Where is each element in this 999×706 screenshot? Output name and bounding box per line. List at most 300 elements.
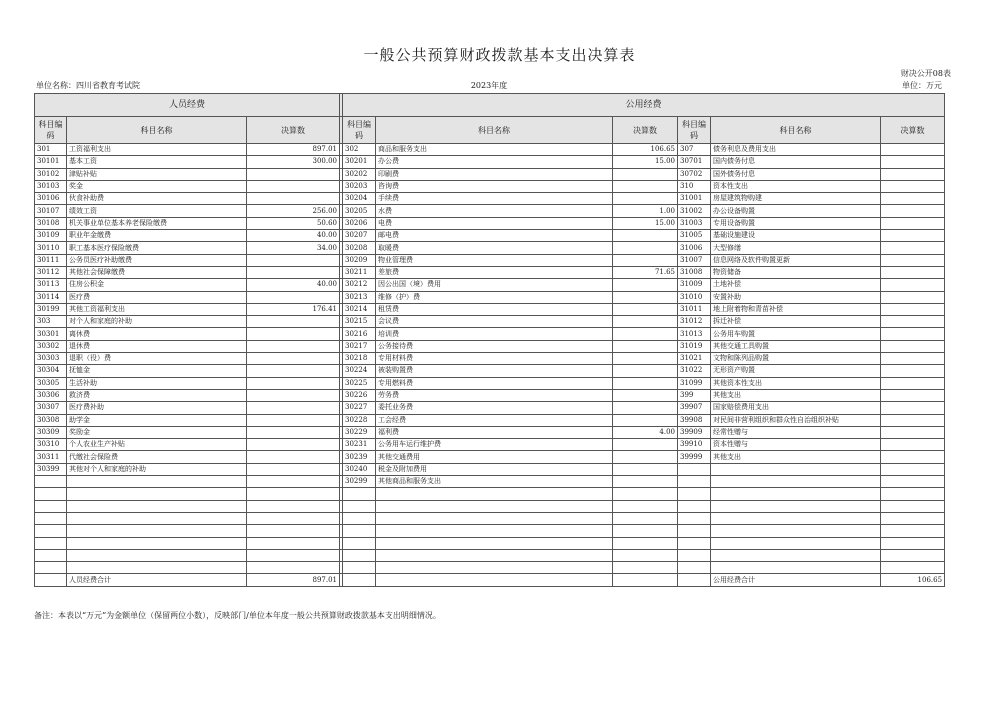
right-name-cell: 其他支出 (711, 451, 881, 463)
left-name-cell: 基本工资 (67, 156, 247, 168)
table-row (35, 328, 945, 340)
middle-name-cell: 委托业务费 (376, 402, 613, 414)
middle-name-cell: 商品和服务支出 (376, 144, 613, 156)
right-amount-cell (881, 230, 945, 242)
middle-name-cell: 被装购置费 (376, 365, 613, 377)
right-name-cell (711, 537, 881, 549)
middle-name-cell: 工会经费 (376, 414, 613, 426)
middle-code-cell: 30211 (343, 266, 376, 278)
right-code-cell: 31011 (678, 303, 711, 315)
middle-amount-cell: 1.00 (613, 205, 678, 217)
right-code-cell (678, 562, 711, 574)
left-name-cell: 工资福利支出 (67, 144, 247, 156)
left-name-cell (67, 549, 247, 561)
left-amount-cell: 40.00 (247, 279, 340, 291)
left-code-cell: 303 (35, 316, 67, 328)
right-code-cell (678, 500, 711, 512)
middle-code-cell (343, 562, 376, 574)
right-code-cell: 39909 (678, 426, 711, 438)
left-name-cell: 绩效工资 (67, 205, 247, 217)
left-name-cell: 职业年金缴费 (67, 230, 247, 242)
right-code-cell: 31021 (678, 353, 711, 365)
middle-code-cell: 30206 (343, 217, 376, 229)
table-row (35, 549, 945, 561)
right-name-cell: 专用设备购置 (711, 217, 881, 229)
meta-row (36, 80, 942, 92)
right-code-cell: 31006 (678, 242, 711, 254)
middle-name-cell (376, 549, 613, 561)
right-amount-cell (881, 389, 945, 401)
total-code-cell (35, 574, 67, 586)
right-amount-cell (881, 266, 945, 278)
left-name-cell: 其他社会保障缴费 (67, 266, 247, 278)
left-name-cell (67, 562, 247, 574)
middle-code-cell: 30224 (343, 365, 376, 377)
left-amount-cell (247, 562, 340, 574)
table-row (35, 439, 945, 451)
left-name-cell: 个人农业生产补贴 (67, 439, 247, 451)
total-personnel-value: 897.01 (247, 574, 340, 586)
right-code-cell: 31022 (678, 365, 711, 377)
left-code-cell: 30107 (35, 205, 67, 217)
left-code-cell: 30111 (35, 254, 67, 266)
right-name-cell: 对民间非营利组织和群众性自治组织补贴 (711, 414, 881, 426)
middle-amount-cell (613, 451, 678, 463)
middle-code-cell: 30227 (343, 402, 376, 414)
right-amount-cell (881, 402, 945, 414)
left-name-cell (67, 537, 247, 549)
left-amount-cell (247, 389, 340, 401)
right-amount-cell (881, 562, 945, 574)
middle-amount-cell (613, 291, 678, 303)
total-code-cell (343, 574, 376, 586)
right-code-cell: 31010 (678, 291, 711, 303)
left-amount-cell (247, 168, 340, 180)
middle-name-cell: 租赁费 (376, 303, 613, 315)
right-name-cell: 国外债务付息 (711, 168, 881, 180)
left-code-cell: 30306 (35, 389, 67, 401)
right-name-cell (711, 463, 881, 475)
right-amount-cell (881, 279, 945, 291)
right-name-cell: 资本性支出 (711, 180, 881, 192)
right-name-cell: 经常性赠与 (711, 426, 881, 438)
middle-name-cell: 水费 (376, 205, 613, 217)
middle-amount-cell (613, 562, 678, 574)
table-row (35, 266, 945, 278)
right-name-cell: 资本性赠与 (711, 439, 881, 451)
left-amount-cell: 50.60 (247, 217, 340, 229)
right-code-cell: 31008 (678, 266, 711, 278)
left-code-cell (35, 525, 67, 537)
middle-amount-cell: 15.00 (613, 156, 678, 168)
right-code-cell: 31007 (678, 254, 711, 266)
right-code-cell: 39910 (678, 439, 711, 451)
right-code-cell: 39999 (678, 451, 711, 463)
left-name-cell: 医疗费补助 (67, 402, 247, 414)
middle-amount-cell (613, 303, 678, 315)
table-row (35, 340, 945, 352)
left-name-cell (67, 488, 247, 500)
left-code-cell: 30309 (35, 426, 67, 438)
middle-name-cell: 差旅费 (376, 266, 613, 278)
table-row (35, 365, 945, 377)
middle-amount-cell: 4.00 (613, 426, 678, 438)
middle-name-cell (376, 500, 613, 512)
middle-code-cell: 30207 (343, 230, 376, 242)
middle-amount-cell (613, 512, 678, 524)
right-name-cell (711, 549, 881, 561)
middle-name-cell (376, 562, 613, 574)
left-name-cell: 奖励金 (67, 426, 247, 438)
right-name-cell: 文物和陈列品购置 (711, 353, 881, 365)
table-row (35, 193, 945, 205)
right-amount-cell (881, 451, 945, 463)
right-amount-cell (881, 205, 945, 217)
middle-name-cell: 咨询费 (376, 180, 613, 192)
left-code-cell: 30113 (35, 279, 67, 291)
right-name-cell: 地上附着物和青苗补偿 (711, 303, 881, 315)
table-row (35, 230, 945, 242)
total-personnel-label: 人员经费合计 (67, 574, 247, 586)
middle-amount-cell (613, 328, 678, 340)
middle-name-cell: 税金及附加费用 (376, 463, 613, 475)
section-public: 公用经费 (343, 94, 945, 117)
left-amount-cell (247, 549, 340, 561)
middle-code-cell: 30212 (343, 279, 376, 291)
middle-code-cell: 30240 (343, 463, 376, 475)
right-name-cell (711, 488, 881, 500)
right-name-cell: 国内债务付息 (711, 156, 881, 168)
right-amount-cell (881, 463, 945, 475)
left-amount-cell: 897.01 (247, 144, 340, 156)
left-name-cell (67, 512, 247, 524)
right-code-cell (678, 488, 711, 500)
header-code: 科目编码 (35, 117, 67, 144)
total-code-cell (678, 574, 711, 586)
left-name-cell (67, 476, 247, 488)
right-code-cell (678, 476, 711, 488)
left-code-cell: 30307 (35, 402, 67, 414)
left-code-cell: 30301 (35, 328, 67, 340)
left-code-cell (35, 476, 67, 488)
middle-name-cell: 劳务费 (376, 389, 613, 401)
middle-name-cell: 其他交通费用 (376, 451, 613, 463)
middle-amount-cell (613, 439, 678, 451)
middle-code-cell: 30215 (343, 316, 376, 328)
right-amount-cell (881, 512, 945, 524)
header-code: 科目编码 (678, 117, 711, 144)
left-code-cell (35, 500, 67, 512)
left-amount-cell (247, 340, 340, 352)
left-name-cell: 救济费 (67, 389, 247, 401)
right-amount-cell (881, 168, 945, 180)
table-row (35, 254, 945, 266)
middle-code-cell: 30228 (343, 414, 376, 426)
left-name-cell: 机关事业单位基本养老保险缴费 (67, 217, 247, 229)
right-code-cell: 31002 (678, 205, 711, 217)
middle-code-cell (343, 488, 376, 500)
left-amount-cell (247, 291, 340, 303)
left-code-cell: 30199 (35, 303, 67, 315)
table-row (35, 525, 945, 537)
right-amount-cell (881, 365, 945, 377)
middle-amount-cell (613, 549, 678, 561)
left-amount-cell (247, 476, 340, 488)
middle-name-cell: 印刷费 (376, 168, 613, 180)
left-code-cell: 30103 (35, 180, 67, 192)
left-amount-cell (247, 426, 340, 438)
middle-code-cell: 30225 (343, 377, 376, 389)
right-code-cell: 31009 (678, 279, 711, 291)
table-row (35, 389, 945, 401)
middle-name-cell: 手续费 (376, 193, 613, 205)
table-row (35, 426, 945, 438)
middle-code-cell: 30231 (343, 439, 376, 451)
right-name-cell: 物资储备 (711, 266, 881, 278)
middle-amount-cell (613, 242, 678, 254)
right-code-cell: 31012 (678, 316, 711, 328)
right-code-cell: 31019 (678, 340, 711, 352)
middle-name-cell: 办公费 (376, 156, 613, 168)
right-amount-cell (881, 525, 945, 537)
middle-amount-cell (613, 230, 678, 242)
left-name-cell: 住房公积金 (67, 279, 247, 291)
right-amount-cell (881, 476, 945, 488)
right-name-cell: 房屋建筑物购建 (711, 193, 881, 205)
middle-amount-cell (613, 279, 678, 291)
right-name-cell: 无形资产购置 (711, 365, 881, 377)
left-name-cell: 职工基本医疗保险缴费 (67, 242, 247, 254)
middle-amount-cell: 71.65 (613, 266, 678, 278)
middle-amount-cell (613, 180, 678, 192)
middle-amount-cell (613, 316, 678, 328)
right-code-cell: 307 (678, 144, 711, 156)
right-name-cell: 拆迁补偿 (711, 316, 881, 328)
right-amount-cell (881, 316, 945, 328)
form-number: 财决公开08表 (900, 69, 951, 78)
right-code-cell (678, 463, 711, 475)
right-amount-cell (881, 217, 945, 229)
left-amount-cell: 300.00 (247, 156, 340, 168)
right-code-cell: 30702 (678, 168, 711, 180)
middle-code-cell: 302 (343, 144, 376, 156)
left-amount-cell (247, 525, 340, 537)
middle-name-cell: 公务用车运行维护费 (376, 439, 613, 451)
middle-amount-cell: 106.65 (613, 144, 678, 156)
middle-code-cell (343, 525, 376, 537)
right-amount-cell (881, 144, 945, 156)
left-amount-cell (247, 500, 340, 512)
middle-amount-cell (613, 488, 678, 500)
table-row (35, 303, 945, 315)
left-name-cell: 对个人和家庭的补助 (67, 316, 247, 328)
table-row (35, 537, 945, 549)
table-row (35, 488, 945, 500)
middle-amount-cell (613, 463, 678, 475)
middle-code-cell: 30226 (343, 389, 376, 401)
right-name-cell: 其他资本性支出 (711, 377, 881, 389)
left-name-cell: 抚恤金 (67, 365, 247, 377)
table-row (35, 512, 945, 524)
right-amount-cell (881, 193, 945, 205)
left-name-cell: 离休费 (67, 328, 247, 340)
middle-code-cell: 30205 (343, 205, 376, 217)
left-code-cell (35, 549, 67, 561)
right-code-cell: 399 (678, 389, 711, 401)
total-empty-cell (613, 574, 678, 586)
amount-unit: 单位：万元 (902, 81, 942, 90)
header-name: 科目名称 (67, 117, 247, 144)
table-row (35, 242, 945, 254)
expenditure-table (34, 93, 945, 587)
section-personnel: 人员经费 (35, 94, 340, 117)
left-amount-cell (247, 266, 340, 278)
right-name-cell (711, 512, 881, 524)
left-code-cell (35, 537, 67, 549)
left-name-cell: 奖金 (67, 180, 247, 192)
right-amount-cell (881, 488, 945, 500)
right-name-cell (711, 500, 881, 512)
left-amount-cell (247, 193, 340, 205)
left-code-cell (35, 512, 67, 524)
left-name-cell: 退职（役）费 (67, 353, 247, 365)
right-code-cell (678, 537, 711, 549)
table-row (35, 451, 945, 463)
middle-code-cell (343, 537, 376, 549)
middle-name-cell (376, 512, 613, 524)
left-amount-cell: 256.00 (247, 205, 340, 217)
left-name-cell: 退休费 (67, 340, 247, 352)
right-name-cell: 安置补助 (711, 291, 881, 303)
left-name-cell: 医疗费 (67, 291, 247, 303)
middle-code-cell: 30209 (343, 254, 376, 266)
middle-name-cell: 培训费 (376, 328, 613, 340)
table-row (35, 414, 945, 426)
header-amount: 决算数 (613, 117, 678, 144)
right-code-cell: 30701 (678, 156, 711, 168)
table-row (35, 205, 945, 217)
right-code-cell: 31099 (678, 377, 711, 389)
left-amount-cell (247, 316, 340, 328)
page-title: 一般公共预算财政拨款基本支出决算表 (363, 46, 636, 64)
left-code-cell: 30399 (35, 463, 67, 475)
right-name-cell: 其他支出 (711, 389, 881, 401)
middle-amount-cell (613, 402, 678, 414)
left-amount-cell (247, 512, 340, 524)
left-code-cell: 30110 (35, 242, 67, 254)
unit-name: 单位名称：四川省教育考试院 (36, 81, 140, 90)
total-row (35, 574, 945, 586)
right-code-cell (678, 525, 711, 537)
middle-code-cell (343, 500, 376, 512)
right-name-cell: 公务用车购置 (711, 328, 881, 340)
right-amount-cell (881, 291, 945, 303)
middle-code-cell: 30299 (343, 476, 376, 488)
middle-code-cell: 30218 (343, 353, 376, 365)
table-row (35, 377, 945, 389)
total-public-value: 106.65 (881, 574, 945, 586)
table-row (35, 217, 945, 229)
table-row (35, 463, 945, 475)
table-row (35, 156, 945, 168)
middle-code-cell: 30204 (343, 193, 376, 205)
left-code-cell: 30109 (35, 230, 67, 242)
middle-name-cell: 福利费 (376, 426, 613, 438)
left-code-cell: 30304 (35, 365, 67, 377)
column-header-row (35, 117, 945, 144)
right-amount-cell (881, 156, 945, 168)
left-amount-cell (247, 463, 340, 475)
middle-code-cell (343, 512, 376, 524)
right-amount-cell (881, 328, 945, 340)
table-row (35, 562, 945, 574)
right-amount-cell (881, 537, 945, 549)
left-code-cell: 30101 (35, 156, 67, 168)
right-name-cell: 信息网络及软件购置更新 (711, 254, 881, 266)
middle-amount-cell (613, 476, 678, 488)
left-amount-cell (247, 365, 340, 377)
header-amount: 决算数 (247, 117, 340, 144)
header-name: 科目名称 (376, 117, 613, 144)
table-row (35, 180, 945, 192)
middle-amount-cell (613, 414, 678, 426)
left-code-cell: 30310 (35, 439, 67, 451)
right-code-cell: 310 (678, 180, 711, 192)
middle-name-cell: 专用材料费 (376, 353, 613, 365)
table-row (35, 402, 945, 414)
middle-amount-cell (613, 193, 678, 205)
left-amount-cell (247, 488, 340, 500)
left-name-cell: 代缴社会保险费 (67, 451, 247, 463)
table-row (35, 144, 945, 156)
fiscal-year: 2023年度 (470, 81, 508, 90)
middle-name-cell: 电费 (376, 217, 613, 229)
left-amount-cell (247, 402, 340, 414)
middle-amount-cell (613, 377, 678, 389)
left-amount-cell (247, 254, 340, 266)
middle-name-cell: 邮电费 (376, 230, 613, 242)
right-amount-cell (881, 439, 945, 451)
left-amount-cell (247, 537, 340, 549)
left-amount-cell (247, 328, 340, 340)
right-code-cell: 39908 (678, 414, 711, 426)
right-code-cell: 31005 (678, 230, 711, 242)
middle-code-cell: 30208 (343, 242, 376, 254)
table-row (35, 316, 945, 328)
middle-code-cell: 30216 (343, 328, 376, 340)
table-row (35, 291, 945, 303)
middle-amount-cell: 15.00 (613, 217, 678, 229)
middle-code-cell: 30217 (343, 340, 376, 352)
right-code-cell (678, 512, 711, 524)
middle-amount-cell (613, 389, 678, 401)
left-code-cell: 30308 (35, 414, 67, 426)
middle-code-cell: 30239 (343, 451, 376, 463)
middle-code-cell: 30229 (343, 426, 376, 438)
footnote: 备注：本表以“万元”为金额单位（保留两位小数），反映部门/单位本年度一般公共预算财政拨款基本支出明细情况。 (34, 611, 441, 620)
left-amount-cell: 176.41 (247, 303, 340, 315)
middle-code-cell: 30214 (343, 303, 376, 315)
total-empty-cell (376, 574, 613, 586)
middle-amount-cell (613, 500, 678, 512)
left-code-cell (35, 488, 67, 500)
middle-amount-cell (613, 340, 678, 352)
middle-code-cell (343, 549, 376, 561)
left-name-cell: 其他对个人和家庭的补助 (67, 463, 247, 475)
right-name-cell: 办公设备购置 (711, 205, 881, 217)
middle-amount-cell (613, 353, 678, 365)
left-name-cell (67, 500, 247, 512)
